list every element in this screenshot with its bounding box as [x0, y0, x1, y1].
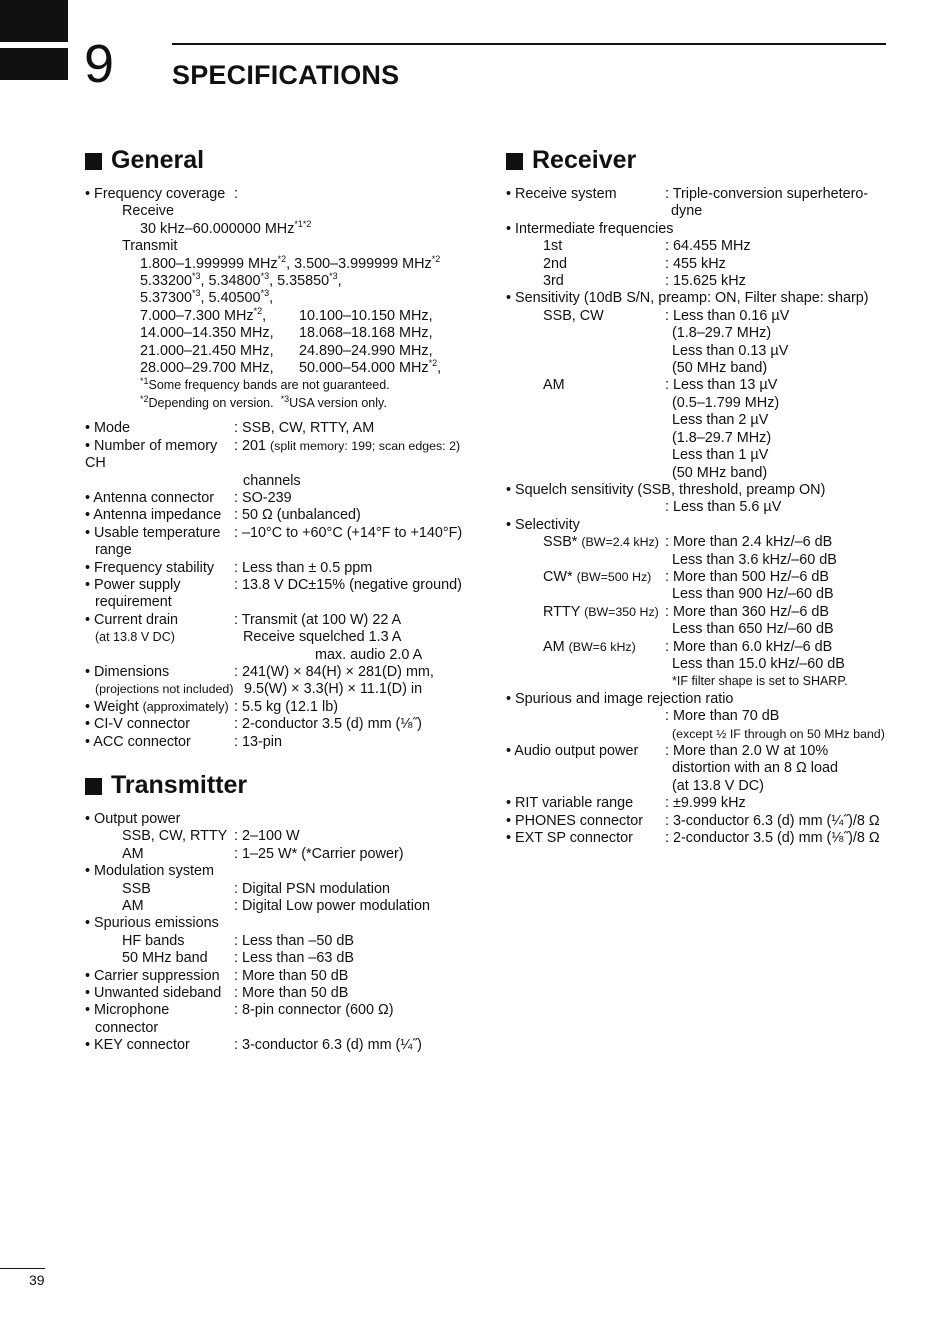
- spec-label: • Frequency coverage: [85, 186, 226, 202]
- selectivity-note: *IF filter shape is set to SHARP.: [672, 674, 848, 689]
- transmit-range-line: 7.000–7.300 MHz$^{*2}$, 10.100–10.150 MHz,: [140, 306, 433, 324]
- section-receiver-heading: [506, 146, 906, 176]
- transmit-range-line: 21.000–21.450 MHz, 24.890–24.990 MHz,: [140, 342, 433, 359]
- spec-audio-output: • Audio output power : More than 2.0 W at 10% distortion with an 8 Ω load (at 13.8 V DC): [506, 743, 838, 794]
- spec-spurious-hf: HF bands : Less than –50 dB: [122, 932, 355, 949]
- spec-squelch-sensitivity: • Squelch sensitivity (SSB, threshold, preamp ON): [506, 481, 826, 498]
- spec-if-1st: 1st : 64.455 MHz: [543, 238, 751, 255]
- spec-usable-temperature: • Usable temperature : –10°C to +60°C (+14°F to +140°F): [85, 524, 463, 541]
- spec-antenna-impedance: • Antenna impedance : 50 Ω (unbalanced): [85, 507, 361, 524]
- spec-dimensions-cont: (projections not included) 9.5(W) × 3.3(H) × 11.1(D) in: [95, 681, 423, 698]
- right-column: [506, 146, 906, 847]
- spec-receive-system: • Receive system : Triple-conversion superhetero-: [506, 186, 869, 202]
- spec-acc-connector: • ACC connector : 13-pin: [85, 733, 282, 750]
- spec-frequency-coverage: [85, 186, 480, 203]
- left-column: [85, 146, 480, 1055]
- spec-key-connector: • KEY connector : 3-conductor 6.3 (d) mm (¼˝): [85, 1037, 422, 1054]
- spec-intermediate-frequencies: • Intermediate frequencies: [506, 220, 674, 237]
- square-bullet-icon: [85, 778, 102, 795]
- spec-current-drain-cont: (at 13.8 V DC) Receive squelched 1.3 A: [95, 629, 402, 646]
- footnote: $^{*1}$Some frequency bands are not guaranteed.: [140, 376, 390, 393]
- footer-rule: [0, 1268, 45, 1269]
- spec-label-cont: range: [95, 542, 132, 559]
- spec-microphone-connector: • Microphone : 8-pin connector (600 Ω): [85, 1002, 394, 1019]
- spec-spurious-emissions: • Spurious emissions: [85, 915, 219, 932]
- footnote: $^{*2}$Depending on version. $^{*3}$USA version only.: [140, 393, 387, 410]
- spec-mode: • Mode : SSB, CW, RTTY, AM: [85, 420, 375, 437]
- spec-spurious-50: 50 MHz band : Less than –63 dB: [122, 950, 355, 967]
- spec-selectivity-cw: CW* (BW=500 Hz) : More than 500 Hz/–6 dB Less than 900 Hz/–60 dB: [543, 568, 834, 603]
- spec-power-supply: • Power supply : 13.8 V DC±15% (negative ground): [85, 576, 462, 593]
- section-receiver-title: Receiver: [532, 146, 637, 175]
- image-rejection-note: (except ½ IF through on 50 MHz band): [672, 726, 885, 741]
- chapter-tab-lower: [0, 48, 68, 80]
- spec-rit-range: • RIT variable range : ±9.999 kHz: [506, 795, 746, 812]
- spec-sensitivity-ssb: SSB, CW : Less than 0.16 µV (1.8–29.7 MHz) Less than 0.13 µV (50 MHz band): [543, 307, 790, 377]
- spec-selectivity-ssb: SSB* (BW=2.4 kHz) : More than 2.4 kHz/–6 dB Less than 3.6 kHz/–60 dB: [543, 534, 837, 568]
- page-number: 39: [29, 1272, 45, 1288]
- transmit-range-line: 5.33200$^{*3}$, 5.34800$^{*3}$, 5.35850$^{*3}$,: [140, 271, 342, 290]
- transmit-range-line: 1.800–1.999999 MHz$^{*2}$, 3.500–3.999999 MHz$^{*2}$: [140, 253, 441, 272]
- spec-selectivity: • Selectivity: [506, 516, 580, 533]
- square-bullet-icon: [506, 153, 523, 170]
- section-transmitter-heading: [85, 771, 480, 801]
- transmit-range-line: 5.37300$^{*3}$, 5.40500$^{*3}$,: [140, 288, 274, 307]
- spec-if-3rd: 3rd : 15.625 kHz: [543, 273, 746, 290]
- section-transmitter-title: Transmitter: [111, 771, 248, 800]
- transmit-range-line: 28.000–29.700 MHz, 50.000–54.000 MHz$^{*2}$,: [140, 358, 442, 377]
- spec-sensitivity: • Sensitivity (10dB S/N, preamp: ON, Filter shape: sharp): [506, 290, 869, 307]
- spec-value-cont: dyne: [671, 203, 703, 220]
- spec-sensitivity-am: AM : Less than 13 µV (0.5–1.799 MHz) Less than 2 µV (1.8–29.7 MHz) Less than 1 µV (50 MHz band): [543, 377, 780, 481]
- spec-selectivity-am: AM (BW=6 kHz) : More than 6.0 kHz/–6 dB Less than 15.0 kHz/–60 dB: [543, 638, 845, 672]
- spec-label-cont: requirement: [95, 594, 172, 611]
- spec-phones-connector: • PHONES connector : 3-conductor 6.3 (d) mm (¼˝)/8 Ω: [506, 812, 880, 829]
- spec-modulation-ssb: SSB : Digital PSN modulation: [122, 880, 390, 897]
- spec-label-cont: connector: [95, 1019, 159, 1036]
- spec-image-rejection: • Spurious and image rejection ratio: [506, 690, 734, 707]
- spec-memory-channels: • Number of memory CH : 201 (split memory: 199; scan edges: 2): [85, 437, 461, 472]
- spec-current-drain-cont: max. audio 2.0 A: [315, 646, 423, 663]
- chapter-tab-upper: [0, 0, 68, 42]
- spec-modulation-system: • Modulation system: [85, 863, 215, 880]
- spec-memory-channels-cont: channels: [243, 472, 301, 489]
- spec-dimensions: • Dimensions : 241(W) × 84(H) × 281(D) mm,: [85, 663, 434, 680]
- spec-unwanted-sideband: • Unwanted sideband : More than 50 dB: [85, 985, 349, 1002]
- spec-modulation-am: AM : Digital Low power modulation: [122, 898, 430, 915]
- square-bullet-icon: [85, 153, 102, 170]
- spec-output-power-am: AM : 1–25 W* (*Carrier power): [122, 845, 404, 862]
- spec-current-drain: • Current drain : Transmit (at 100 W) 22 A: [85, 611, 402, 628]
- spec-weight: • Weight (approximately) : 5.5 kg (12.1 lb): [85, 698, 338, 715]
- spec-antenna-connector: • Antenna connector : SO-239: [85, 489, 292, 506]
- spec-image-rejection-value: : More than 70 dB: [665, 708, 780, 725]
- spec-output-power: • Output power: [85, 811, 181, 827]
- spec-if-2nd: 2nd : 455 kHz: [543, 255, 726, 272]
- chapter-number: 9: [84, 34, 115, 94]
- chapter-title: SPECIFICATIONS: [172, 60, 400, 90]
- spec-selectivity-rtty: RTTY (BW=350 Hz) : More than 360 Hz/–6 dB Less than 650 Hz/–60 dB: [543, 603, 834, 638]
- transmit-label: Transmit: [122, 238, 178, 255]
- spec-civ-connector: • CI-V connector : 2-conductor 3.5 (d) mm (⅛˝): [85, 716, 422, 733]
- section-general-title: General: [111, 146, 205, 175]
- spec-frequency-stability: • Frequency stability : Less than ± 0.5 ppm: [85, 559, 373, 576]
- receive-range: 30 kHz–60.000000 MHz$^{*1*2}$: [140, 219, 312, 237]
- section-general-heading: [85, 146, 480, 176]
- spec-value: :: [234, 186, 238, 202]
- spec-squelch-value: : Less than 5.6 µV: [665, 499, 782, 516]
- header-rule: [172, 43, 886, 45]
- spec-ext-sp-connector: • EXT SP connector : 2-conductor 3.5 (d) mm (⅛˝)/8 Ω: [506, 830, 880, 847]
- transmit-range-line: 14.000–14.350 MHz, 18.068–18.168 MHz,: [140, 325, 433, 342]
- receive-label: Receive: [122, 203, 174, 220]
- spec-output-power-ssb: SSB, CW, RTTY : 2–100 W: [122, 828, 300, 845]
- spec-carrier-suppression: • Carrier suppression : More than 50 dB: [85, 967, 349, 984]
